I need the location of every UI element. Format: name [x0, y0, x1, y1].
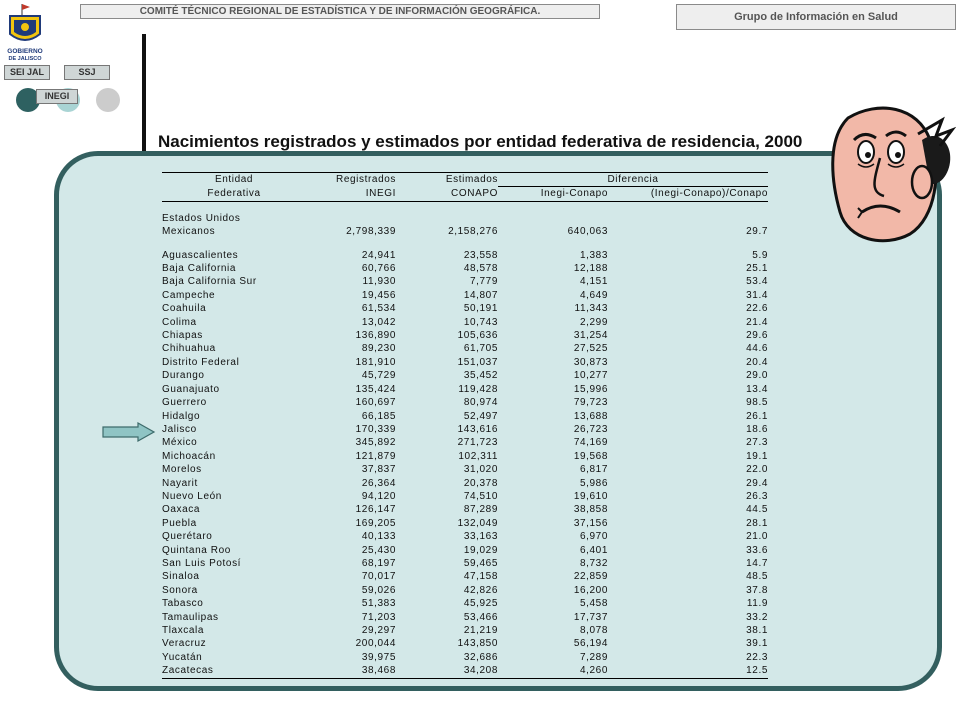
cell-entidad: Chihuahua [162, 343, 216, 355]
cell-entidad: Querétaro [162, 531, 213, 543]
cell-diferencia: 2,299 [579, 316, 608, 328]
national-diferencia: 640,063 [567, 226, 608, 238]
cell-entidad: Zacatecas [162, 664, 306, 678]
table-row-colima [162, 316, 768, 329]
cell-estimados: 74,510 [463, 490, 498, 502]
cell-entidad: México [162, 437, 198, 449]
cell-entidad: Michoacán [162, 450, 216, 462]
cell-estimados: 34,208 [396, 664, 498, 678]
cell-registrados: 94,120 [361, 490, 396, 502]
cell-estimados: 33,163 [463, 531, 498, 543]
cell-registrados: 136,890 [355, 330, 396, 342]
cell-diferencia: 30,873 [573, 356, 608, 368]
cell-estimados: 35,452 [463, 370, 498, 382]
header-ratio: (Inegi-Conapo)/Conapo [608, 187, 768, 201]
cell-ratio: 11.9 [746, 598, 768, 610]
cell-diferencia: 79,723 [573, 397, 608, 409]
cell-diferencia: 12,188 [573, 263, 608, 275]
cell-entidad: Nayarit [162, 477, 198, 489]
header-inegi: INEGI [306, 187, 396, 201]
cell-registrados: 25,430 [361, 544, 396, 556]
cell-estimados: 61,705 [463, 343, 498, 355]
cell-diferencia: 5,986 [579, 477, 608, 489]
cell-estimados: 10,743 [463, 316, 498, 328]
table-row-puebla [162, 517, 768, 530]
cell-registrados: 345,892 [355, 437, 396, 449]
cell-ratio: 22.3 [746, 651, 768, 663]
cell-registrados: 13,042 [361, 316, 396, 328]
cell-estimados: 23,558 [463, 249, 498, 261]
cell-ratio: 39.1 [746, 638, 768, 650]
cell-entidad: San Luis Potosí [162, 557, 242, 569]
cell-estimados: 42,826 [463, 584, 498, 596]
cell-ratio: 48.5 [746, 571, 768, 583]
header-conapo: CONAPO [396, 187, 498, 201]
cell-estimados: 151,037 [457, 356, 498, 368]
cell-entidad: Sinaloa [162, 571, 200, 583]
cell-entidad: Aguascalientes [162, 249, 239, 261]
cell-diferencia: 56,194 [573, 638, 608, 650]
cell-ratio: 38.1 [746, 625, 768, 636]
cell-estimados: 80,974 [463, 397, 498, 409]
cell-ratio: 29.0 [746, 370, 768, 382]
cell-estimados: 119,428 [458, 383, 498, 395]
cell-entidad: Guanajuato [162, 383, 220, 395]
cell-diferencia: 27,525 [573, 343, 608, 355]
cell-registrados: 121,879 [355, 450, 396, 462]
cell-registrados: 70,017 [361, 571, 396, 583]
cell-estimados: 59,465 [463, 557, 498, 569]
national-label-2: Mexicanos [162, 226, 216, 238]
table-header-row-2 [162, 187, 768, 201]
cell-diferencia: 17,737 [573, 611, 608, 623]
cell-registrados: 45,729 [361, 370, 396, 382]
cell-registrados: 68,197 [361, 557, 396, 569]
header-entidad: Entidad [162, 173, 306, 187]
cell-diferencia: 10,277 [573, 370, 608, 382]
national-estimados: 2,158,276 [448, 226, 498, 238]
committee-banner: COMITÉ TÉCNICO REGIONAL DE ESTADÍSTICA Y DE INFORMACIÓN GEOGRÁFICA. [80, 4, 600, 19]
cell-ratio: 22.6 [746, 303, 768, 315]
cell-diferencia: 8,078 [579, 625, 608, 636]
cell-ratio: 31.4 [746, 289, 768, 301]
cell-diferencia: 4,151 [579, 276, 608, 288]
cell-diferencia: 22,859 [573, 571, 608, 583]
cell-entidad: Durango [162, 370, 205, 382]
cell-ratio: 21.0 [746, 531, 768, 543]
table-row-chihuahua [162, 342, 768, 355]
cell-estimados: 32,686 [463, 651, 498, 663]
cell-ratio: 28.1 [746, 517, 768, 529]
cell-registrados: 71,203 [361, 611, 396, 623]
arrow-right-icon [102, 422, 156, 442]
cell-ratio: 5.9 [752, 249, 768, 261]
table-row-aguascalientes [162, 249, 768, 262]
cell-registrados: 37,837 [361, 464, 396, 476]
cell-registrados: 181,910 [355, 356, 396, 368]
tag-seijal: SEI JAL [4, 65, 50, 80]
table-row-tabasco [162, 597, 768, 610]
cell-registrados: 170,339 [355, 423, 396, 435]
cell-ratio: 26.1 [746, 410, 768, 422]
cell-estimados: 102,311 [458, 450, 498, 462]
cell-entidad: Tabasco [162, 598, 204, 610]
cell-ratio: 44.5 [746, 504, 768, 516]
table-row-sonora [162, 584, 768, 597]
cell-registrados: 39,975 [361, 651, 396, 663]
cell-registrados: 135,424 [355, 383, 396, 395]
cell-entidad: Puebla [162, 517, 197, 529]
table-row-guerrero [162, 396, 768, 409]
cell-ratio: 21.4 [746, 316, 768, 328]
cell-registrados: 59,026 [361, 584, 396, 596]
cell-diferencia: 37,156 [573, 517, 608, 529]
cell-ratio: 25.1 [746, 263, 768, 275]
cell-ratio: 26.3 [746, 490, 768, 502]
cell-ratio: 13.4 [746, 383, 768, 395]
cell-registrados: 126,147 [355, 504, 396, 516]
table-row-morelos [162, 463, 768, 476]
cell-diferencia: 6,817 [579, 464, 608, 476]
cell-diferencia: 5,458 [579, 598, 608, 610]
page-title: Nacimientos registrados y estimados por entidad federativa de residencia, 2000 [158, 132, 803, 151]
cell-estimados: 143,850 [457, 638, 498, 650]
cell-estimados: 31,020 [463, 464, 498, 476]
table-row-quintana-roo [162, 544, 768, 557]
cell-diferencia: 11,343 [574, 303, 608, 315]
cell-diferencia: 4,649 [579, 289, 608, 301]
cell-diferencia: 7,289 [579, 651, 608, 663]
cell-entidad: Nuevo León [162, 490, 222, 502]
cell-estimados: 20,378 [463, 477, 498, 489]
cell-estimados: 45,925 [463, 598, 498, 610]
cell-ratio: 33.2 [746, 611, 768, 623]
table-row-baja-california-sur [162, 275, 768, 288]
cell-ratio: 29.6 [746, 330, 768, 342]
cell-registrados: 19,456 [361, 289, 396, 301]
group-banner: Grupo de Información en Salud [676, 4, 956, 30]
cell-diferencia: 4,260 [498, 664, 608, 678]
cell-estimados: 132,049 [457, 517, 498, 529]
header-inegi-conapo: Inegi-Conapo [498, 187, 608, 201]
cell-diferencia: 38,858 [573, 504, 608, 516]
cell-diferencia: 74,169 [573, 437, 608, 449]
table-row-distrito-federal [162, 356, 768, 369]
national-label-1: Estados Unidos [162, 212, 241, 224]
cell-estimados: 143,616 [457, 423, 498, 435]
cell-registrados: 38,468 [306, 664, 396, 678]
cell-entidad: Chiapas [162, 330, 203, 342]
cell-registrados: 160,697 [355, 397, 396, 409]
cell-entidad: Oaxaca [162, 504, 201, 516]
table-row-yucatan [162, 651, 768, 664]
cell-entidad: Coahuila [162, 303, 207, 315]
table-row-baja-california [162, 262, 768, 275]
cell-diferencia: 1,383 [579, 249, 608, 261]
cell-estimados: 21,219 [463, 625, 498, 636]
table-row-sinaloa [162, 570, 768, 583]
cell-entidad: Jalisco [162, 423, 197, 435]
header-registrados: Registrados [306, 173, 396, 187]
cell-diferencia: 6,401 [579, 544, 608, 556]
cell-entidad: Campeche [162, 289, 216, 301]
cell-ratio: 29.4 [746, 477, 768, 489]
national-ratio: 29.7 [746, 226, 768, 238]
cell-entidad: Yucatán [162, 651, 203, 663]
cell-diferencia: 6,970 [579, 531, 608, 543]
cell-ratio: 12.5 [608, 664, 768, 678]
circle-gray-icon [96, 88, 120, 112]
table-row-michoacan [162, 450, 768, 463]
header-diferencia: Diferencia [498, 173, 768, 187]
table-row-chiapas [162, 329, 768, 342]
cell-estimados: 105,636 [457, 330, 498, 342]
jalisco-coat-of-arms-logo [2, 2, 48, 64]
cell-entidad: Tlaxcala [162, 625, 205, 636]
cell-registrados: 11,930 [362, 276, 396, 288]
cell-ratio: 18.6 [746, 423, 768, 435]
cell-diferencia: 16,200 [573, 584, 608, 596]
cell-diferencia: 26,723 [573, 423, 608, 435]
cell-ratio: 20.4 [746, 356, 768, 368]
table-row-nuevo-leon [162, 490, 768, 503]
cell-ratio: 27.3 [746, 437, 768, 449]
cell-estimados: 271,723 [457, 437, 498, 449]
table-row-hidalgo [162, 410, 768, 423]
cell-diferencia: 19,610 [573, 490, 608, 502]
logo-text-2: DE JALISCO [8, 56, 42, 62]
vertical-divider [142, 34, 146, 154]
cell-entidad: Veracruz [162, 638, 207, 650]
cell-entidad: Guerrero [162, 397, 207, 409]
cell-entidad: Quintana Roo [162, 544, 231, 556]
cell-registrados: 29,297 [361, 625, 396, 636]
cell-entidad: Baja California Sur [162, 276, 257, 288]
cell-estimados: 50,191 [463, 303, 498, 315]
table-row-mexico [162, 436, 768, 449]
cell-ratio: 44.6 [746, 343, 768, 355]
cell-registrados: 24,941 [361, 249, 396, 261]
table-row-jalisco [162, 423, 768, 436]
logo-text-1: GOBIERNO [7, 48, 43, 55]
table-row-veracruz [162, 637, 768, 650]
cell-ratio: 98.5 [746, 397, 768, 409]
table-row-nayarit [162, 477, 768, 490]
cell-entidad: Sonora [162, 584, 198, 596]
worried-face-illustration [818, 100, 956, 246]
cell-diferencia: 19,568 [573, 450, 608, 462]
table-row-queretaro [162, 530, 768, 543]
table-row-tlaxcala [162, 624, 768, 637]
cell-diferencia: 8,732 [579, 557, 608, 569]
cell-entidad: Tamaulipas [162, 611, 219, 623]
cell-estimados: 52,497 [463, 410, 498, 422]
table-header-row-1 [162, 173, 768, 187]
cell-registrados: 51,383 [361, 598, 396, 610]
table-row-campeche [162, 289, 768, 302]
cell-estimados: 53,466 [463, 611, 498, 623]
cell-entidad: Morelos [162, 464, 202, 476]
cell-diferencia: 13,688 [573, 410, 608, 422]
cell-ratio: 19.1 [746, 450, 768, 462]
cell-estimados: 14,807 [463, 289, 498, 301]
cell-estimados: 47,158 [463, 571, 498, 583]
cell-registrados: 60,766 [361, 263, 396, 275]
births-table [162, 172, 768, 679]
table-row-tamaulipas [162, 611, 768, 624]
cell-estimados: 87,289 [463, 504, 498, 516]
table-row-oaxaca [162, 503, 768, 516]
cell-entidad: Distrito Federal [162, 356, 240, 368]
cell-estimados: 19,029 [463, 544, 498, 556]
cell-ratio: 14.7 [746, 557, 768, 569]
tag-inegi: INEGI [36, 89, 78, 104]
cell-registrados: 200,044 [355, 638, 396, 650]
table-row-guanajuato [162, 383, 768, 396]
cell-entidad: Baja California [162, 263, 237, 275]
cell-estimados: 7,779 [469, 276, 498, 288]
cell-registrados: 89,230 [361, 343, 396, 355]
cell-ratio: 53.4 [746, 276, 768, 288]
table-row-coahuila [162, 302, 768, 315]
national-row-label [162, 212, 768, 225]
cell-diferencia: 15,996 [573, 383, 608, 395]
cell-diferencia: 31,254 [573, 330, 608, 342]
cell-entidad: Hidalgo [162, 410, 201, 422]
table-row-zacatecas [162, 664, 768, 678]
cell-ratio: 33.6 [746, 544, 768, 556]
national-row [162, 225, 768, 238]
cell-registrados: 66,185 [361, 410, 396, 422]
cell-entidad: Colima [162, 316, 197, 328]
header-estimados: Estimados [396, 173, 498, 187]
cell-registrados: 40,133 [361, 531, 396, 543]
cell-ratio: 22.0 [746, 464, 768, 476]
cell-estimados: 48,578 [463, 263, 498, 275]
cell-registrados: 61,534 [361, 303, 396, 315]
table-row-san-luis-potosi [162, 557, 768, 570]
cell-registrados: 169,205 [355, 517, 396, 529]
national-registrados: 2,798,339 [346, 226, 396, 238]
header-federativa: Federativa [162, 187, 306, 201]
table-row-durango [162, 369, 768, 382]
tag-ssj: SSJ [64, 65, 110, 80]
cell-registrados: 26,364 [361, 477, 396, 489]
cell-ratio: 37.8 [746, 584, 768, 596]
